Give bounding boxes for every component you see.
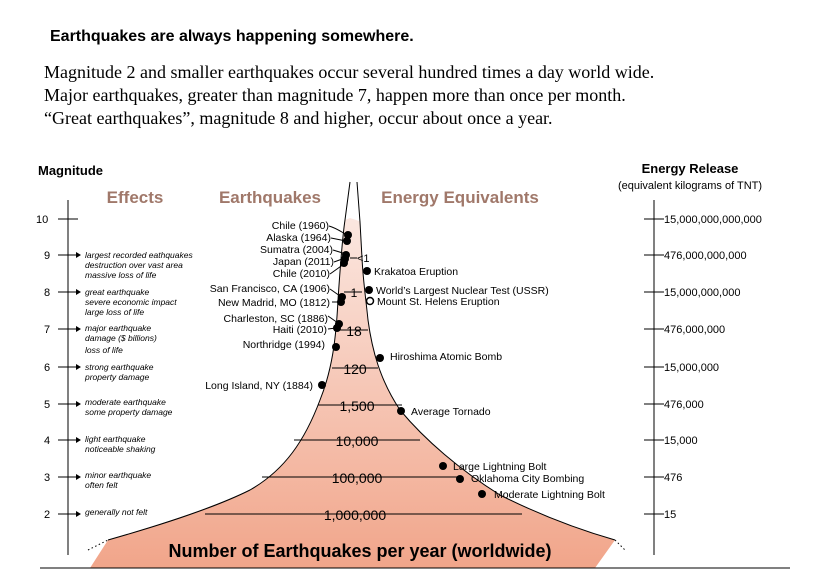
equivalent-label: Moderate Lightning Bolt [494,489,605,501]
magnitude-label: 4 [44,435,51,447]
effect-text-line: strong earthquake [85,362,154,372]
energy-label: 476 [664,472,683,484]
earthquake-label: Charleston, SC (1886) [223,313,328,325]
energy-label: 15,000,000 [664,362,720,374]
magnitude-axis-title: Magnitude [38,163,103,178]
frequency-label: 120 [343,361,367,377]
effect-text-line: often felt [85,480,118,490]
intro-line-2: Major earthquakes, greater than magnitude 7, happen more than once per month. [44,85,626,105]
equivalent-dot [363,267,371,275]
earthquake-dot [332,343,340,351]
energy-equivalents-header: Energy Equivalents [381,188,539,207]
effect-text-line: massive loss of life [85,270,157,280]
frequency-label: 10,000 [335,433,379,449]
equivalent-dot [456,475,464,483]
magnitude-row-7 [44,323,725,355]
equivalent-label: World’s Largest Nuclear Test (USSR) [376,285,549,297]
frequency-label: 18 [346,323,362,339]
equivalent-dot [365,286,373,294]
energy-label: 15,000,000,000,000 [664,214,762,226]
energy-axis-subtitle: (equivalent kilograms of TNT) [617,180,763,192]
frequency-label: 1,000,000 [323,507,387,523]
magnitude-label: 9 [44,250,51,262]
effect-text-line: large loss of life [85,307,145,317]
earthquake-label: Haiti (2010) [272,324,327,336]
equivalent-label: Average Tornado [411,406,491,418]
equivalent-label: Krakatoa Eruption [374,266,459,278]
magnitude-label: 2 [44,509,51,521]
arrow-head [76,364,81,370]
earthquake-label: New Madrid, MO (1812) [217,297,330,309]
earthquake-label: Japan (2011) [272,256,334,268]
earthquake-label: Chile (1960) [271,220,329,232]
equivalent-dot [478,490,486,498]
arrow-head [76,437,81,443]
equivalent-label: Oklahoma City Bombing [471,473,585,485]
effects-header: Effects [106,188,164,207]
effect-text-line: severe economic impact [85,297,177,307]
earthquake-label: Alaska (1964) [266,232,331,244]
earthquake-label: Long Island, NY (1884) [205,380,313,392]
equivalent-dot [439,462,447,470]
frequency-label: 1,500 [339,398,375,414]
equivalent-dot [367,298,374,305]
equivalent-dot [376,354,384,362]
intro-line-3: “Great earthquakes”, magnitude 8 and higher, occur about once a year. [44,108,553,128]
effect-text-line: damage ($ billions) [85,333,157,343]
magnitude-row-10 [36,214,762,226]
bottom-title: Number of Earthquakes per year (worldwide) [168,541,552,561]
earthquake-dot [340,259,348,267]
magnitude-label: 5 [44,399,51,411]
energy-label: 476,000,000,000 [664,250,747,262]
frequency-label: 100,000 [331,470,383,486]
earthquake-label: Northridge (1994) [242,339,325,351]
intro-line-1: Magnitude 2 and smaller earthquakes occur several hundred times a day world wide. [44,62,655,82]
equivalent-label: Large Lightning Bolt [453,461,547,473]
effect-text-line: destruction over vast area [85,260,183,270]
dotted-extension-right [615,540,625,550]
magnitude-label: 10 [36,214,49,226]
equivalent-label: Hiroshima Atomic Bomb [390,351,503,363]
earthquake-label: Chile (2010) [272,268,330,280]
effect-text-line: moderate earthquake [85,397,166,407]
magnitude-label: 8 [44,287,51,299]
energy-label: 476,000,000 [664,324,726,336]
effect-text-line: some property damage [85,407,173,417]
effect-text-line: great earthquake [85,287,150,297]
effect-text-line: generally not felt [85,507,148,517]
arrow-head [76,511,81,517]
effect-text-line: major earthquake [85,323,152,333]
arrow-head [76,401,81,407]
equivalent-dot [397,407,405,415]
earthquake-dot [318,381,326,389]
energy-label: 476,000 [664,399,704,411]
effect-text-line: property damage [85,372,150,382]
energy-label: 15 [664,509,677,521]
magnitude-label: 6 [44,362,51,374]
arrow-head [76,474,81,480]
equivalent-label: Mount St. Helens Eruption [377,296,500,308]
effect-text-line: noticeable shaking [85,444,156,454]
earthquake-dot [337,298,345,306]
energy-label: 15,000,000,000 [664,287,741,299]
magnitude-label: 7 [44,324,51,336]
frequency-label: <1 [357,253,370,265]
effect-text-line: minor earthquake [85,470,152,480]
earthquake-dot [343,237,351,245]
effect-text-line: loss of life [85,345,123,355]
energy-axis-title: Energy Release [641,161,739,176]
arrow-head [76,289,81,295]
earthquake-label: San Francisco, CA (1906) [209,283,330,295]
arrow-head [76,252,81,258]
frequency-label: 1 [350,286,358,300]
effect-text-line: light earthquake [85,434,146,444]
energy-label: 15,000 [664,435,698,447]
arrow-head [76,326,81,332]
earthquakes-header: Earthquakes [218,188,322,207]
magnitude-label: 3 [44,472,51,484]
effect-text-line: largest recorded eathquakes [85,250,193,260]
earthquake-dot [333,324,341,332]
earthquake-label: Sumatra (2004) [260,244,333,256]
headline: Earthquakes are always happening somewhere. [50,28,414,45]
